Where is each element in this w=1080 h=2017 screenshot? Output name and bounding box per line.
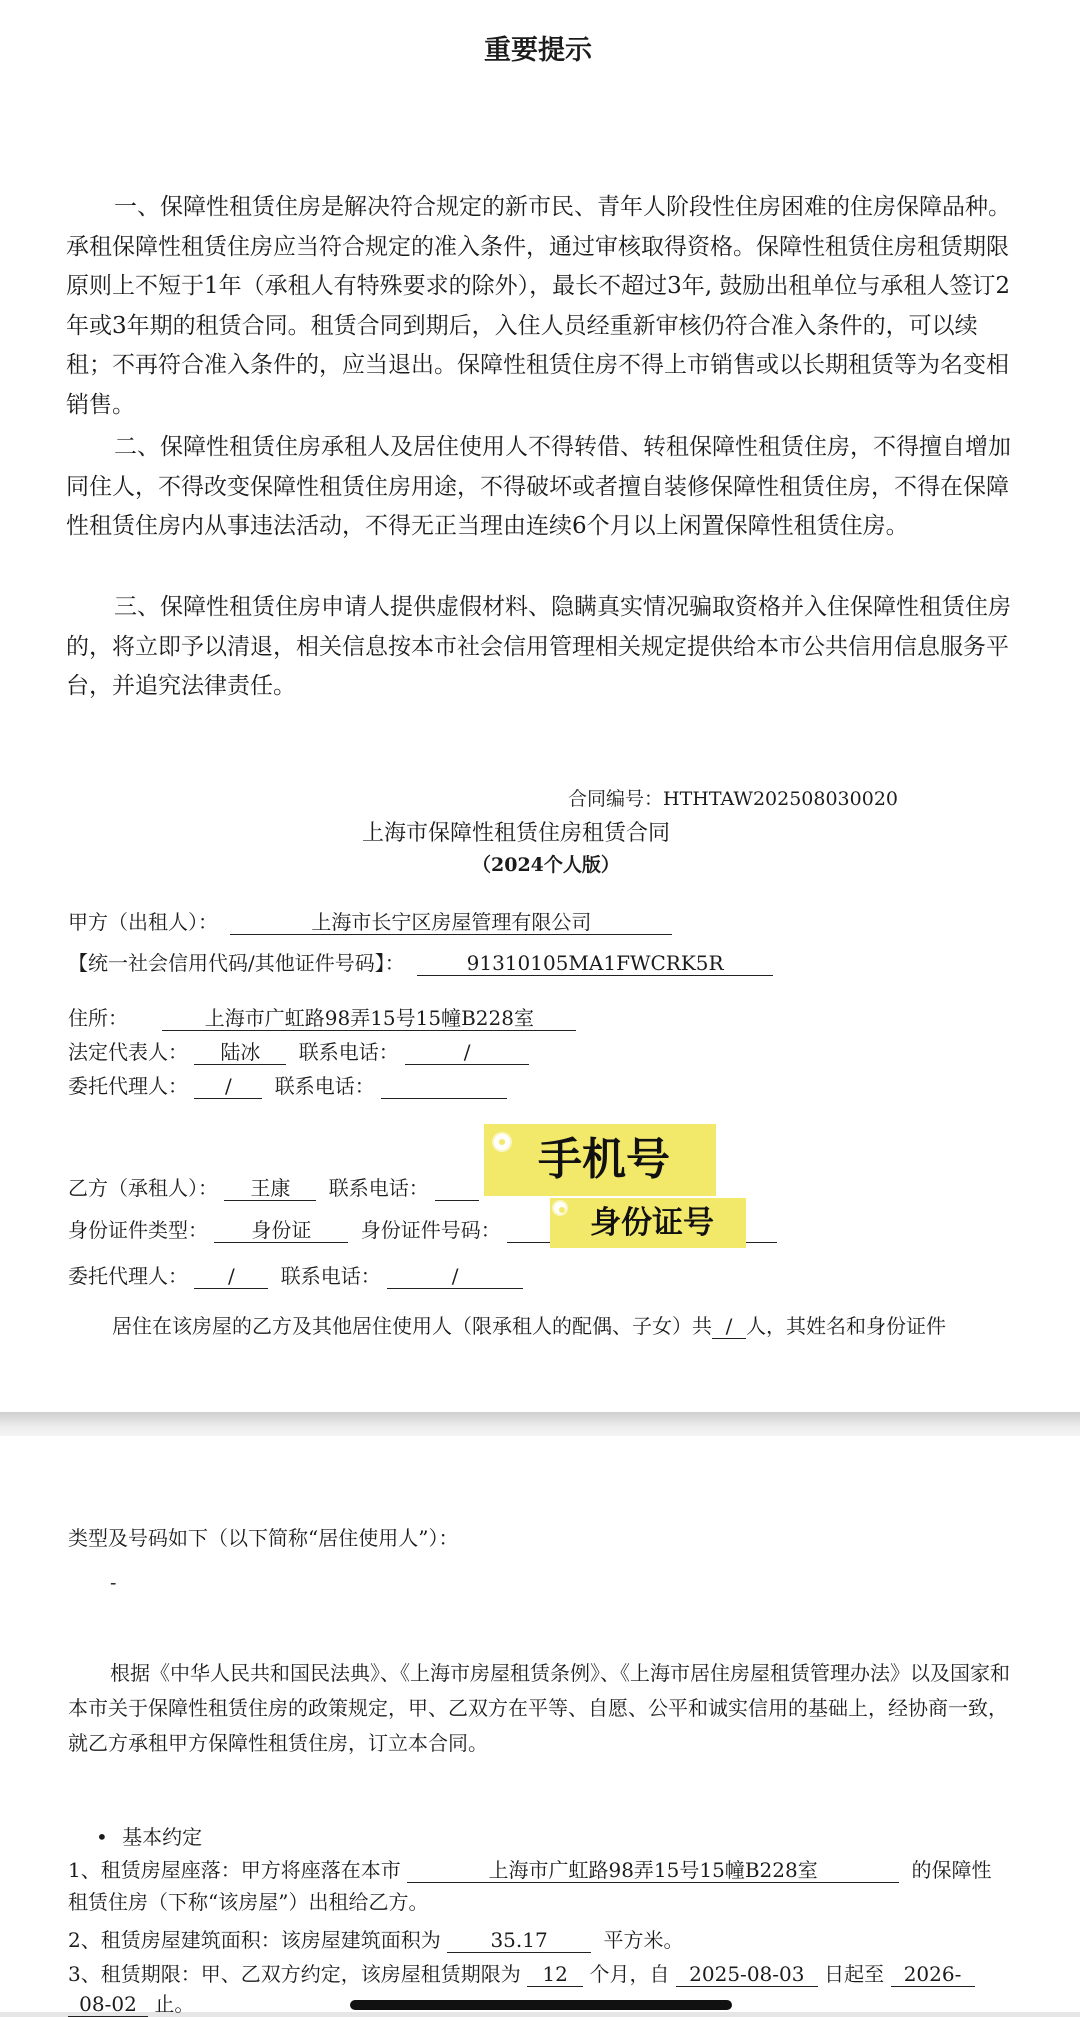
sticker-dot-icon [494,1134,510,1150]
legal-rep-name: 陆冰 [194,1040,286,1065]
page-divider [0,1412,1080,1436]
lease-end-date-part-2: 08-02 [68,1992,148,2017]
contract-edition: （2024个人版） [472,854,620,876]
legal-rep-row: 法定代表人： 陆冰 联系电话： / [68,1036,529,1065]
lease-end-date-part-1: 2026- [891,1962,975,1987]
lease-months: 12 [527,1962,583,1987]
notice-paragraph-1: 一、保障性租赁住房是解决符合规定的新市民、青年人阶段性住房困难的住房保障品种。承租保障性租赁住房应当符合规定的准入条件，通过审核取得资格。保障性租赁住房租赁期限原则上不短于1年（承租人有特殊要求的除外），最长不超过3年, 鼓励出租单位与承租人签订2年或3年期的租赁合同。租赁合同到期后，入住人员经重新审核仍符合准入条件的，可以续租；不再符合准入条件的，应当退出。保障性租赁住房不得上市销售或以长期租赁等为名变相销售。 [66,194,1011,418]
id-redaction-sticker [550,1198,746,1248]
property-address: 上海市广虹路98弄15号15幢B228室 [407,1858,899,1883]
credit-code: 91310105MA1FWCRK5R [417,951,773,976]
id-type-row: 身份证件类型： 身份证 身份证件号码： [68,1214,777,1243]
contract-title: 上海市保障性租赁住房租赁合同 [362,821,671,846]
home-indicator[interactable] [350,2000,732,2010]
lessor-agent: / [194,1074,262,1099]
notice-paragraph-2: 二、保障性租赁住房承租人及居住使用人不得转借、转租保障性租赁住房，不得擅自增加同住人，不得改变保障性租赁住房用途，不得破坏或者擅自装修保障性租赁住房，不得在保障性租赁住房内从事违法活动，不得无正当理由连续6个月以上闲置保障性租赁住房。 [66,434,1011,539]
id-sticker-label: 身份证号 [590,1205,714,1241]
item-1-line-2: 租赁住房（下称“该房屋”）出租给乙方。 [68,1890,429,1914]
lessor-address: 上海市广虹路98弄15号15幢B228室 [162,1006,576,1031]
credit-code-row: 【统一社会信用代码/其他证件号码】： 91310105MA1FWCRK5R [68,947,773,976]
lessee-phone [435,1176,479,1201]
item-3: 3、租赁期限：甲、乙双方约定，该房屋租赁期限为 12 个月，自 2025-08-03 日起至 2026- [68,1958,975,1987]
agent-row-lessor: 委托代理人： / 联系电话： [68,1070,507,1099]
lease-start-date: 2025-08-03 [676,1962,818,1987]
notice-paragraph-3: 三、保障性租赁住房申请人提供虚假材料、隐瞒真实情况骗取资格并入住保障性租赁住房的，将立即予以清退，相关信息按本市社会信用管理相关规定提供给本市公共信用信息服务平台，并追究法律责任。 [66,594,1011,699]
floor-area: 35.17 [447,1928,591,1953]
lessee-agent: / [194,1264,268,1289]
contract-number: 合同编号：HTHTAW202508030020 [568,788,899,810]
item-2: 2、租赁房屋建筑面积：该房屋建筑面积为 35.17 平方米。 [68,1928,684,1952]
phone-sticker-label: 手机号 [538,1134,670,1185]
agent-row-lessee: 委托代理人： / 联系电话： / [68,1260,523,1289]
lessee-id-type: 身份证 [214,1218,348,1243]
occupants-continued: 类型及号码如下（以下简称“居住使用人”）： [68,1526,459,1550]
lessor-row: 甲方（出租人）： 上海市长宁区房屋管理有限公司 [68,906,672,935]
item-1: 1、租赁房屋座落：甲方将座落在本市 上海市广虹路98弄15号15幢B228室 的保障性 [68,1858,992,1882]
lessor-agent-phone [381,1074,507,1099]
sticker-dot-icon [554,1202,566,1214]
legal-rep-phone: / [405,1040,529,1065]
section-heading: • 基本约定 [96,1825,203,1849]
occupant-count: / [712,1314,746,1339]
phone-redaction-sticker [484,1124,716,1196]
item-3-line-2: 08-02 止。 [68,1988,194,2017]
lessor-name: 上海市长宁区房屋管理有限公司 [230,910,672,935]
contract-basis: 根据《中华人民共和国民法典》、《上海市房屋租赁条例》、《上海市居住房屋租赁管理办法》以及国家和本市关于保障性租赁住房的政策规定，甲、乙双方在平等、自愿、公平和诚实信用的基础上，经协商一致，就乙方承租甲方保障性租赁住房，订立本合同。 [68,1661,1010,1755]
lessee-name: 王康 [224,1176,316,1201]
occupants-line: 居住在该房屋的乙方及其他居住使用人（限承租人的配偶、子女）共 / 人，其姓名和身份证件 [112,1314,946,1338]
lessee-agent-phone: / [387,1264,523,1289]
address-row: 住所： 上海市广虹路98弄15号15幢B228室 [68,1002,576,1031]
occupants-list: - [110,1572,117,1594]
notice-title: 重要提示 [484,35,592,66]
lessee-row: 乙方（承租人）： 王康 联系电话： [68,1172,479,1201]
contract-page-2 [0,1436,1080,2016]
